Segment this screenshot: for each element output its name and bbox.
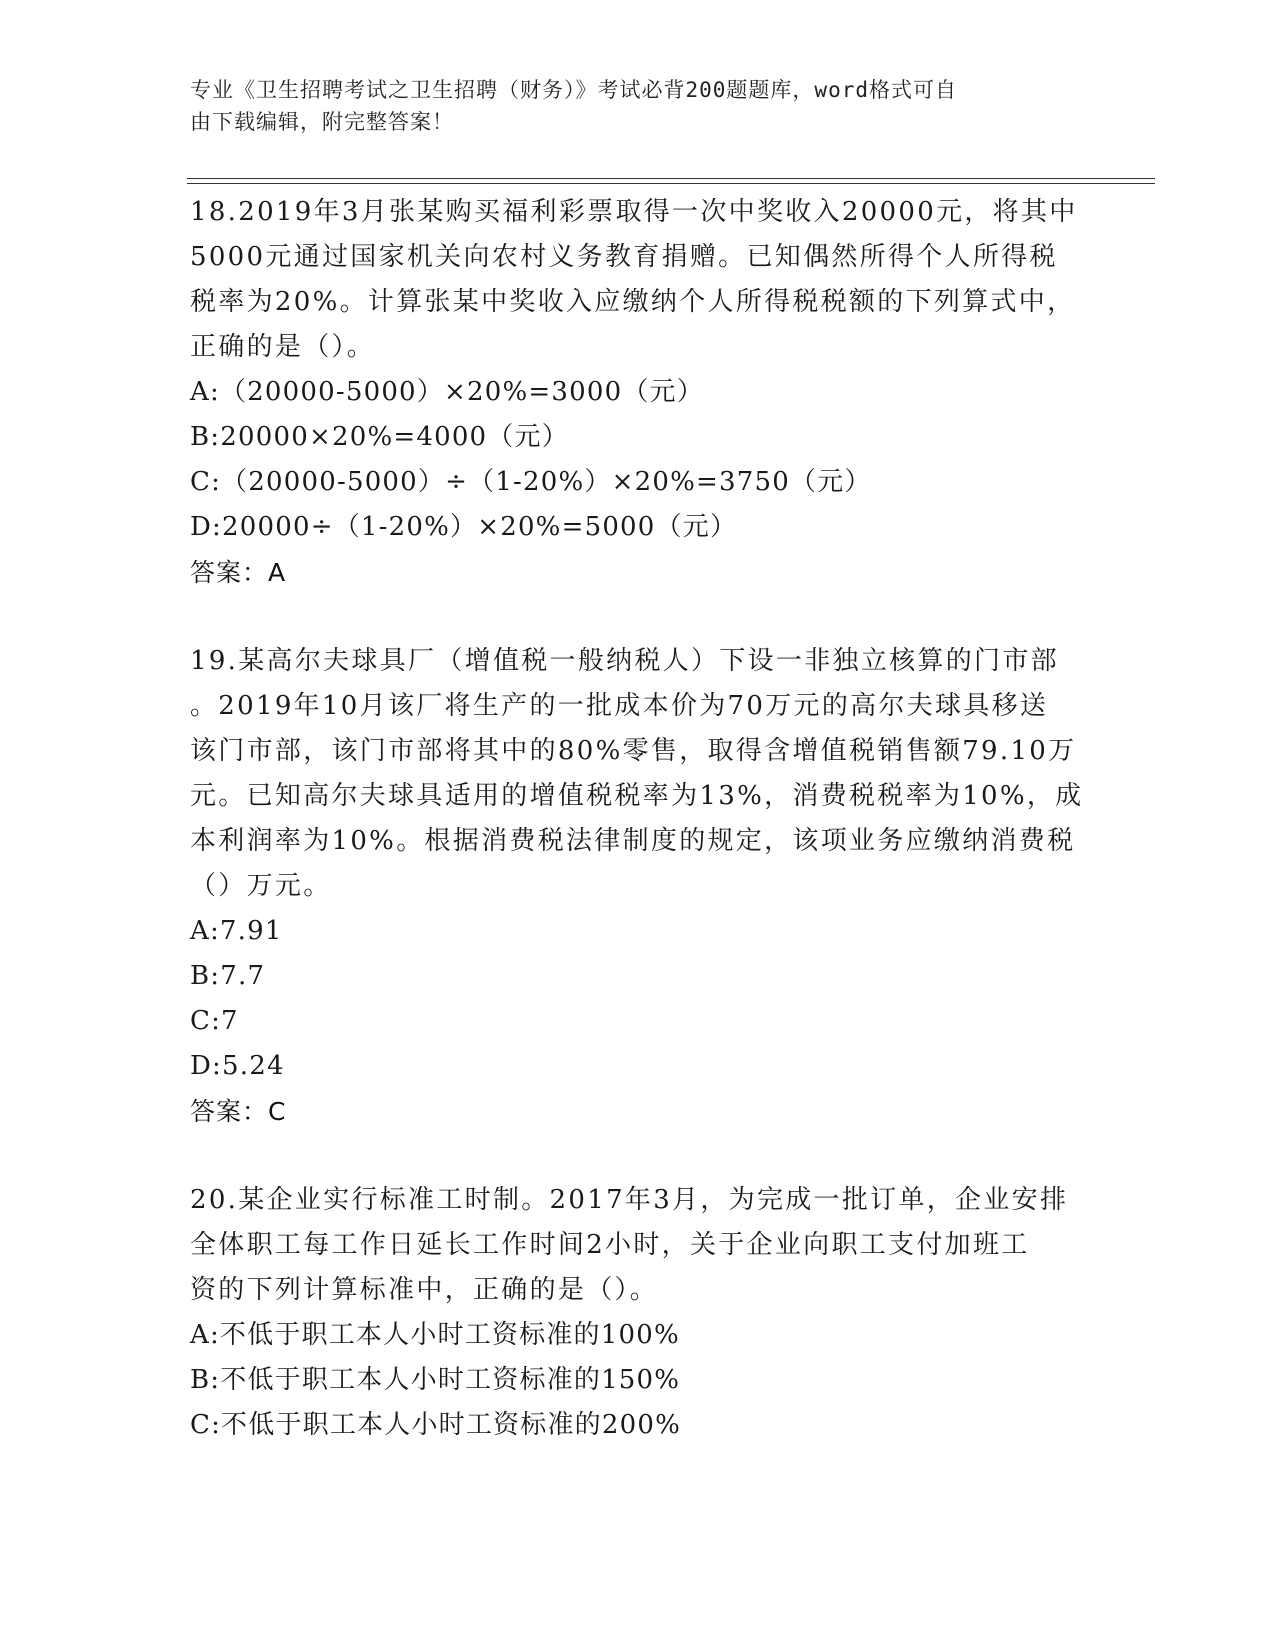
question-stem-line: （）万元。 bbox=[190, 871, 332, 901]
option-a: A:（20000-5000）×20%=3000（元） bbox=[190, 377, 704, 407]
option-d: D:20000÷（1-20%）×20%=5000（元） bbox=[190, 512, 738, 542]
question-stem-line: 正确的是（）。 bbox=[190, 332, 376, 362]
question-stem-line: 资的下列计算标准中，正确的是（）。 bbox=[190, 1275, 659, 1305]
question-stem-line: 5000元通过国家机关向农村义务教育捐赠。已知偶然所得个人所得税 bbox=[190, 242, 1058, 272]
question-stem-line: 18.2019年3月张某购买福利彩票取得一次中奖收入20000元，将其中 bbox=[190, 197, 1078, 227]
answer-label: 答案：C bbox=[190, 1097, 287, 1126]
question-stem-line: 本利润率为10%。根据消费税法律制度的规定，该项业务应缴纳消费税 bbox=[190, 826, 1076, 856]
question-19 bbox=[190, 639, 1090, 1134]
option-a: A:7.91 bbox=[190, 916, 283, 946]
header-line-1: 专业《卫生招聘考试之卫生招聘（财务）》考试必背200题题库，word格式可自 bbox=[190, 78, 957, 102]
option-b: B:20000×20%=4000（元） bbox=[190, 422, 569, 452]
option-c: C:7 bbox=[190, 1006, 239, 1036]
option-b: B:7.7 bbox=[190, 961, 266, 991]
answer-label: 答案：A bbox=[190, 558, 287, 587]
question-stem-line: 。2019年10月该厂将生产的一批成本价为70万元的高尔夫球具移送 bbox=[190, 691, 1049, 721]
question-stem-line: 该门市部，该门市部将其中的80%零售，取得含增值税销售额79.10万 bbox=[190, 736, 1077, 766]
question-stem-line: 19.某高尔夫球具厂（增值税一般纳税人）下设一非独立核算的门市部 bbox=[190, 646, 1059, 676]
option-c: C:不低于职工本人小时工资标准的200% bbox=[190, 1410, 681, 1440]
question-18 bbox=[190, 190, 1090, 595]
question-20 bbox=[190, 1178, 1090, 1448]
document-header bbox=[190, 74, 1070, 138]
question-stem-line: 元。已知高尔夫球具适用的增值税税率为13%，消费税税率为10%，成 bbox=[190, 781, 1084, 811]
option-d: D:5.24 bbox=[190, 1051, 285, 1081]
header-divider-top bbox=[187, 178, 1155, 179]
option-b: B:不低于职工本人小时工资标准的150% bbox=[190, 1365, 681, 1395]
option-c: C:（20000-5000）÷（1-20%）×20%=3750（元） bbox=[190, 467, 872, 497]
header-divider-bottom bbox=[187, 183, 1155, 184]
question-stem-line: 税率为20%。计算张某中奖收入应缴纳个人所得税税额的下列算式中， bbox=[190, 287, 1076, 317]
question-stem-line: 20.某企业实行标准工时制。2017年3月，为完成一批订单，企业安排 bbox=[190, 1185, 1069, 1215]
option-a: A:不低于职工本人小时工资标准的100% bbox=[190, 1320, 680, 1350]
header-line-2: 由下载编辑，附完整答案！ bbox=[190, 110, 454, 134]
question-stem-line: 全体职工每工作日延长工作时间2小时，关于企业向职工支付加班工 bbox=[190, 1230, 1030, 1260]
question-list bbox=[190, 190, 1090, 1492]
